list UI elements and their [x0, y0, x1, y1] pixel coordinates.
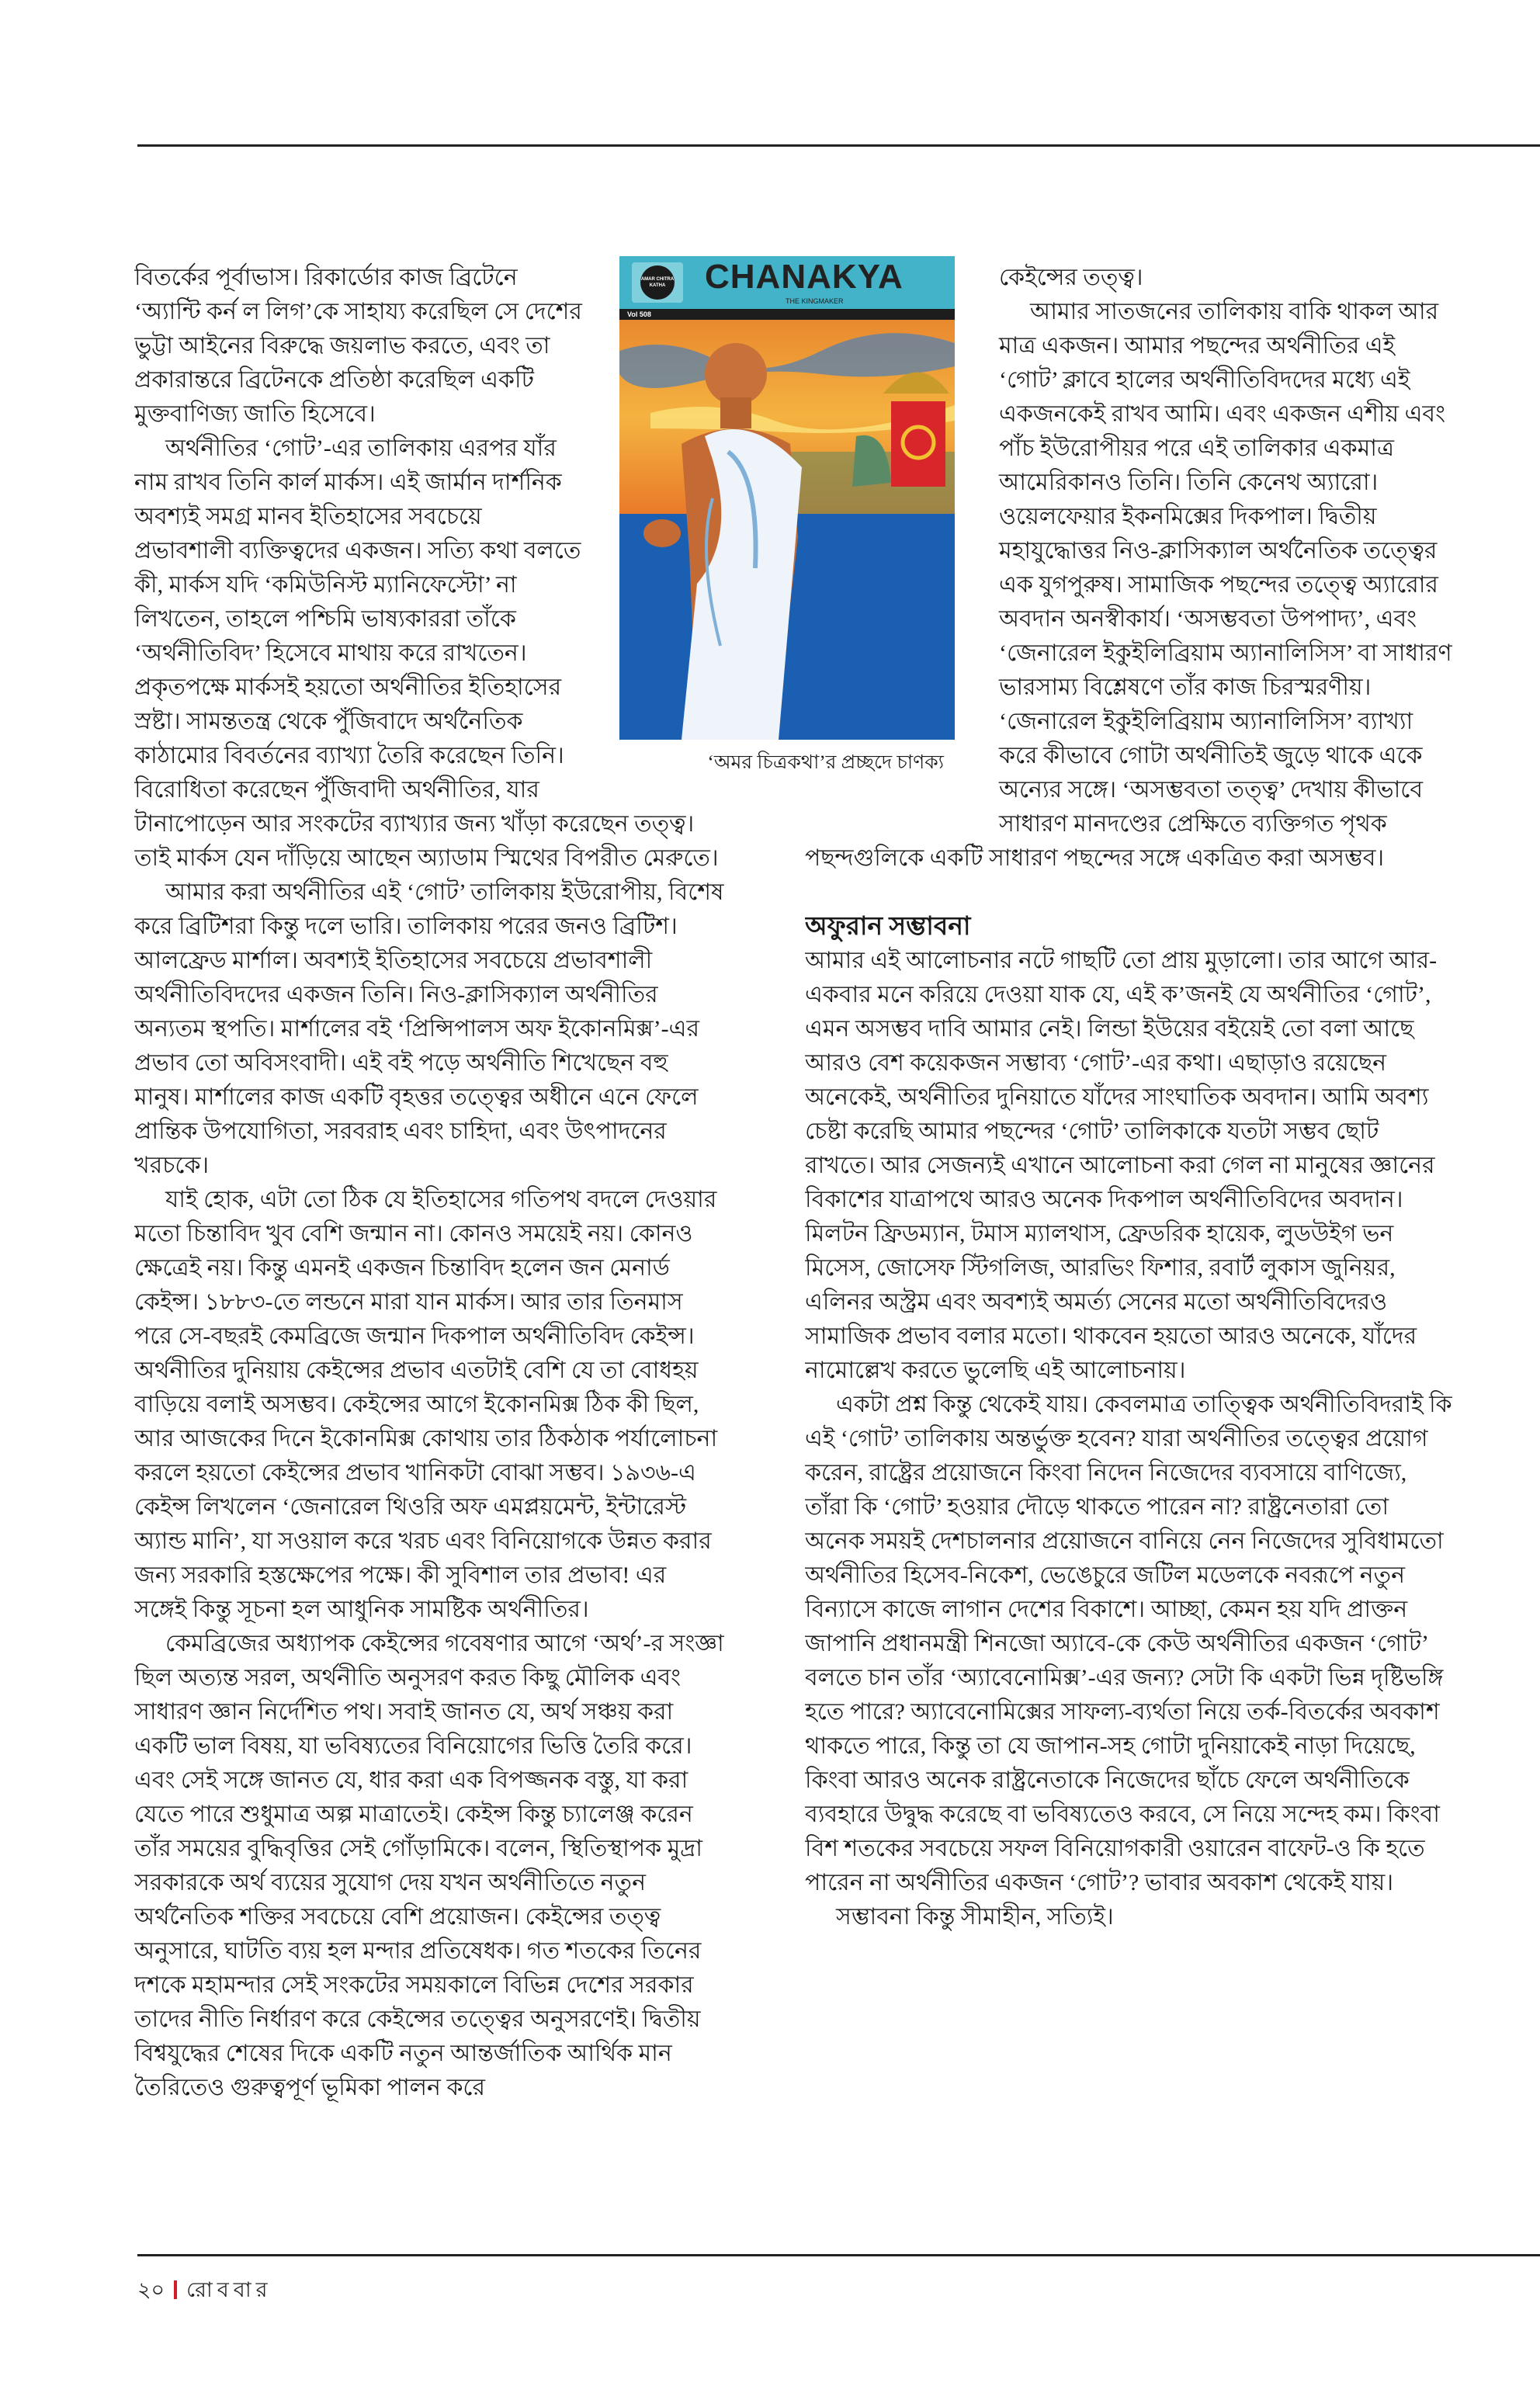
cover-title: CHANAKYA [705, 258, 904, 296]
magazine-name: রোববার [186, 2278, 272, 2301]
paragraph: সম্ভাবনা কিন্তু সীমাহীন, সত্যিই। [836, 1904, 1114, 1930]
top-rule [137, 144, 1540, 147]
footer-divider [174, 2280, 177, 2299]
paragraph: বিতর্কের পূর্বাভাস। রিকার্ডোর কাজ ব্রিটেনে ‘অ্যান্টি কর্ন ল লিগ’কে সাহায্য করেছিল সে দেশের ভুট্টা আইনের বিরুদ্ধে জয়লাভ করতে, এবং তা প্রকারান্তরে ব্রিটেনকে প্রতিষ্ঠা করেছিল একটি মুক্তবাণিজ্য জাতি হিসেবে। [134, 265, 582, 427]
paragraph: কেইন্সের তত্ত্ব। [999, 265, 1143, 290]
paragraph: কেমব্রিজের অধ্যাপক কেইন্সের গবেষণার আগে ‘অর্থ’-র সংজ্ঞা ছিল অত্যন্ত সরল, অর্থনীতি অনুসরণ করত কিছু মৌলিক এবং সাধারণ জ্ঞান নির্দেশিত পথ। সবাই জানত যে, অর্থ সঞ্চয় করা একটি ভাল বিষয়, যা ভবিষ্যতের বিনিয়োগের ভিত্তি তৈরি করে। এবং সেই সঙ্গে জানত যে, ধার করা এক বিপজ্জনক বস্তু, যা করা যেতে পারে শুধুমাত্র অল্প মাত্রাতেই। কেইন্স কিন্তু চ্যালেঞ্জ করেন তাঁর সময়ের বুদ্ধিবৃত্তির সেই গোঁড়ামিকে। বলেন, স্থিতিস্থাপক মুদ্রা সরকারকে অর্থ ব্যয়ের সুযোগ দেয় যখন অর্থনীতিতে নতুন অর্থনৈতিক শক্তির সবচেয়ে বেশি প্রয়োজন। কেইন্সের তত্ত্ব অনুসারে, ঘাটতি ব্যয় হল মন্দার প্রতিষেধক। গত শতকের তিনের দশকে মহামন্দার সেই সংকটের সময়কালে বিভিন্ন দেশের সরকার তাদের নীতি নির্ধারণ করে কেইন্সের তত্ত্বের অনুসরণেই। দ্বিতীয় বিশ্বযুদ্ধের শেষের দিকে একটি নতুন আন্তর্জাতিক আর্থিক মান তৈরিতেও গুরুত্বপূর্ণ ভূমিকা পালন করে [134, 1631, 724, 2100]
paragraph: যাই হোক, এটা তো ঠিক যে ইতিহাসের গতিপথ বদলে দেওয়ার মতো চিন্তাবিদ খুব বেশি জন্মান না। কোনও সময়েই নয়। কোনও ক্ষেত্রেই নয়। কিন্তু এমনই একজন চিন্তাবিদ হলেন জন মেনার্ড কেইন্স। ১৮৮৩-তে লন্ডনে মারা যান মার্কস। আর তার তিনমাস পরে সে-বছরই কেমব্রিজে জন্মান দিকপাল অর্থনীতিবিদ কেইন্স। অর্থনীতির দুনিয়ায় কেইন্সের প্রভাব এতটাই বেশি যে তা বোধহয় বাড়িয়ে বলাই অসম্ভব। কেইন্সের আগে ইকোনমিক্স ঠিক কী ছিল, আর আজকের দিনে ইকোনমিক্স কোথায় তার ঠিকঠাক পর্যালোচনা করলে হয়তো কেইন্সের প্রভাব খানিকটা বোঝা সম্ভব। ১৯৩৬-এ কেইন্স লিখলেন ‘জেনারেল থিওরি অফ এমপ্লয়মেন্ট, ইন্টারেস্ট অ্যান্ড মানি’, যা সওয়াল করে খরচ এবং বিনিয়োগকে উন্নত করার জন্য সরকারি হস্তক্ষেপের পক্ষে। কী সুবিশাল তার প্রভাব! এর সঙ্গেই কিন্তু সূচনা হল আধুনিক সামষ্টিক অর্থনীতির। [134, 1187, 718, 1622]
section-subheading: অফুরান সম্ভাবনা [805, 913, 971, 941]
right-text-column [805, 261, 1453, 1934]
figure-caption: ‘অমর চিত্রকথা’র প্রচ্ছদে চাণক্য [707, 752, 944, 773]
logo-text: AMAR CHITRA KATHA [640, 265, 675, 300]
paragraph: আমার করা অর্থনীতির এই ‘গোট’ তালিকায় ইউরোপীয়, বিশেষ করে ব্রিটিশরা কিন্তু দলে ভারি। তালিকায় পরের জনও ব্রিটিশ। আলফ্রেড মার্শাল। অবশ্যই ইতিহাসের সবচেয়ে প্রভাবশালী অর্থনীতিবিদদের একজন তিনি। নিও-ক্লাসিক্যাল অর্থনীতির অন্যতম স্থপতি। মার্শালের বই ‘প্রিন্সিপালস অফ ইকোনমিক্স’-এর প্রভাব তো অবিসংবাদী। এই বই পড়ে অর্থনীতি শিখেছেন বহু মানুষ। মার্শালের কাজ একটি বৃহত্তর তত্ত্বের অধীনে এনে ফেলে প্রান্তিক উপযোগিতা, সরবরাহ এবং চাহিদা, এবং উৎপাদনের খরচকে। [134, 879, 724, 1178]
paragraph: আমার এই আলোচনার নটে গাছটি তো প্রায় মুড়ালো। তার আগে আর-একবার মনে করিয়ে দেওয়া যাক যে, এই ক’জনই যে অর্থনীতির ‘গোট’, এমন অসম্ভব দাবি আমার নেই। লিন্ডা ইউয়ের বইয়েই তো বলা আছে আরও বেশ কয়েকজন সম্ভাব্য ‘গোট’-এর কথা। এছাড়াও রয়েছেন অনেকেই, অর্থনীতির দুনিয়াতে যাঁদের সাংঘাতিক অবদান। আমি অবশ্য চেষ্টা করেছি আমার পছন্দের ‘গোট’ তালিকাকে যতটা সম্ভব ছোট রাখতে। আর সেজন্যই এখানে আলোচনা করা গেল না মানুষের জ্ঞানের বিকাশের যাত্রাপথে আরও অনেক দিকপাল অর্থনীতিবিদের অবদান। মিলটন ফ্রিডম্যান, টমাস ম্যালথাস, ফ্রেডরিক হায়েক, লুডউইগ ভন মিসেস, জোসেফ স্টিগলিজ, আরভিং ফিশার, রবার্ট লুকাস জুনিয়র, এলিনর অস্ট্রম এবং অবশ্যই অমর্ত্য সেনের মতো অর্থনীতিবিদেরও সামাজিক প্রভাব বলার মতো। থাকবেন হয়তো আরও অনেকে, যাঁদের নামোল্লেখ করতে ভুলেছি এই আলোচনায়। [805, 948, 1438, 1383]
cover-volume: Vol 508 [619, 309, 955, 320]
cover-subtitle: THE KINGMAKER [786, 297, 844, 305]
paragraph: অর্থনীতির ‘গোট’-এর তালিকায় এরপর যাঁর নাম রাখব তিনি কার্ল মার্কস। এই জার্মান দার্শনিক অবশ্যই সমগ্র মানব ইতিহাসের সবচেয়ে প্রভাবশালী ব্যক্তিত্বদের একজন। সত্যি কথা বলতে কী, মার্কস যদি ‘কমিউনিস্ট ম্যানিফেস্টো’ না লিখতেন, তাহলে পশ্চিমি ভাষ্যকাররা তাঁকে ‘অর্থনীতিবিদ’ হিসেবে মাথায় করে রাখতেন। প্রকৃতপক্ষে মার্কসই হয়তো অর্থনীতির ইতিহাসের স্রষ্টা। সামন্ততন্ত্র থেকে পুঁজিবাদে অর্থনৈতিক কাঠামোর বিবর্তনের ব্যাখ্যা তৈরি করেছেন তিনি। বিরোধিতা করেছেন পুঁজিবাদী অর্থনীতির, যার টানাপোড়েন আর সংকটের ব্যাখ্যার জন্য খাঁড়া করেছেন তত্ত্ব। তাই মার্কস যেন দাঁড়িয়ে আছেন অ্যাডাম স্মিথের বিপরীত মেরুতে। [134, 435, 719, 871]
page-number: ২০ [137, 2278, 165, 2301]
bottom-rule [137, 2254, 1540, 2256]
amar-chitra-katha-logo [632, 262, 683, 303]
page-footer [137, 2274, 272, 2309]
paragraph: একটা প্রশ্ন কিন্তু থেকেই যায়। কেবলমাত্র তাত্ত্বিক অর্থনীতিবিদরাই কি এই ‘গোট’ তালিকায় অন্তর্ভুক্ত হবেন? যারা অর্থনীতির তত্ত্বের প্রয়োগ করেন, রাষ্ট্রের প্রয়োজনে কিংবা নিদেন নিজেদের ব্যবসায়ে বাণিজ্যে, তাঁরা কি ‘গোট’ হওয়ার দৌড়ে থাকতে পারেন না? রাষ্ট্রনেতারা তো অনেক সময়ই দেশচালনার প্রয়োজনে বানিয়ে নেন নিজেদের সুবিধামতো অর্থনীতির হিসেব-নিকেশ, ভেঙেচুরে জটিল মডেলকে নবরূপে নতুন বিন্যাসে কাজে লাগান দেশের বিকাশে। আচ্ছা, কেমন হয় যদি প্রাক্তন জাপানি প্রধানমন্ত্রী শিনজো অ্যাবে-কে কেউ অর্থনীতির একজন ‘গোট’ বলতে চান তাঁর ‘অ্যাবেনোমিক্স’-এর জন্য? সেটা কি একটা ভিন্ন দৃষ্টিভঙ্গি হতে পারে? অ্যাবেনোমিক্সের সাফল্য-ব্যর্থতা নিয়ে তর্ক-বিতর্কের অবকাশ থাকতে পারে, কিন্তু তা যে জাপান-সহ গোটা দুনিয়াকেই নাড়া দিয়েছে, কিংবা আরও অনেক রাষ্ট্রনেতাকে নিজেদের ছাঁচে ফেলে অর্থনীতিকে ব্যবহারে উদ্বুদ্ধ করেছে বা ভবিষ্যতেও করবে, সে নিয়ে সন্দেহ কম। কিংবা বিশ শতকের সবচেয়ে সফল বিনিয়োগকারী ওয়ারেন বাফেট-ও কি হতে পারেন না অর্থনীতির একজন ‘গোট’? ভাবার অবকাশ থেকেই যায়। [805, 1392, 1452, 1895]
paragraph: আমার সাতজনের তালিকায় বাকি থাকল আর মাত্র একজন। আমার পছন্দের অর্থনীতির এই ‘গোট’ ক্লাবে হালের অর্থনীতিবিদদের মধ্যে এই একজনকেই রাখব আমি। এবং একজন এশীয় এবং পাঁচ ইউরোপীয়র পরে এই তালিকার একমাত্র আমেরিকানও তিনি। তিনি কেনেথ অ্যারো। ওয়েলফেয়ার ইকনমিক্সের দিকপাল। দ্বিতীয় মহাযুদ্ধোত্তর নিও-ক্লাসিক্যাল অর্থনৈতিক তত্ত্বের এক যুগপুরুষ। সামাজিক পছন্দের তত্ত্বে অ্যারোর অবদান অনস্বীকার্য। ‘অসম্ভবতা উপপাদ্য’, এবং ‘জেনারেল ইকুইলিব্রিয়াম অ্যানালিসিস’ বা সাধারণ ভারসাম্য বিশ্লেষণে তাঁর কাজ চিরস্মরণীয়। ‘জেনারেল ইকুইলিব্রিয়াম অ্যানালিসিস’ ব্যাখ্যা করে কীভাবে গোটা অর্থনীতিই জুড়ে থাকে একে অন্যের সঙ্গে। ‘অসম্ভবতা তত্ত্ব’ দেখায় কীভাবে সাধারণ মানদণ্ডের প্রেক্ষিতে ব্যক্তিগত পৃথক পছন্দগুলিকে একটি সাধারণ পছন্দের সঙ্গে একত্রিত করা অসম্ভব। [805, 299, 1452, 871]
